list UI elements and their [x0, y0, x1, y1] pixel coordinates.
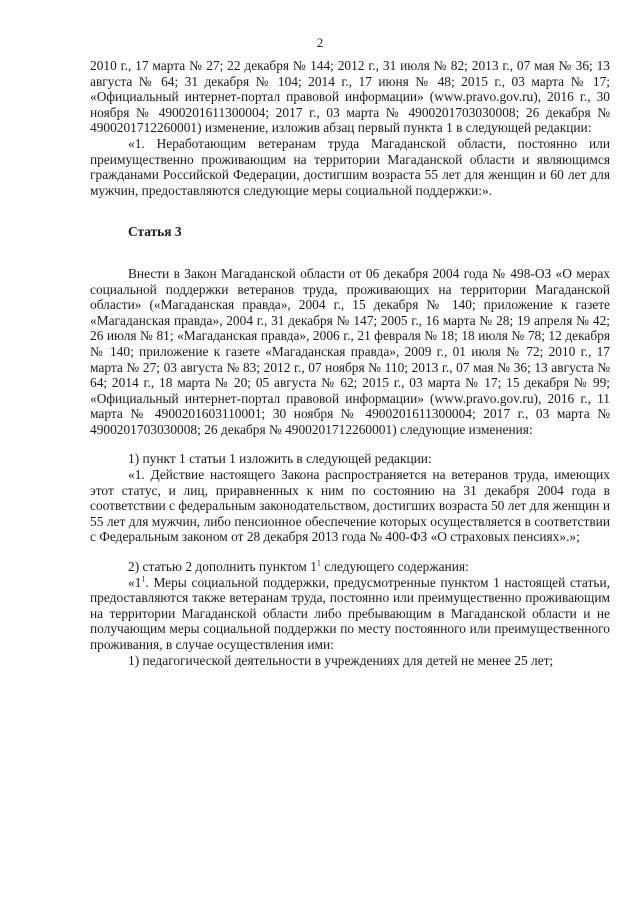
paragraph-subitem-1: 1) педагогической деятельности в учреждениях для детей не менее 25 лет;: [128, 652, 554, 668]
paragraph-item-2-text: «$1^1$. Меры социальной поддержки, предусмотренные пунктом 1 настоящей статьи, предоставляются также ветеранам труда, постоянно или преимущественно проживающим на территории Магаданской области либо пребывающим в Магаданской области и не получающим меры социальной поддержки по месту постоянного или преимущественного проживания, в случае осуществления ими:: [90, 574, 610, 652]
document-body: [90, 58, 610, 668]
paragraph-quoted-point-1: «1. Неработающим ветеранам труда Магаданской области, постоянно или преимущественно проживающим на территории Магаданской области и являющимся гражданами Российской Федерации, достигшим возраста 55 лет для женщин и 60 лет для мужчин, предоставляются следующие меры социальной поддержки:».: [90, 135, 610, 198]
paragraph-article-3-intro: Внести в Закон Магаданской области от 06 декабря 2004 года № 498-ОЗ «О мерах социальной поддержки ветеранов труда, проживающих на территории Магаданской области» («Магаданская правда», 2004 г., 15 декабря № 140; приложение к газете «Магаданская правда», 2004 г., 31 декабря № 147; 2005 г., 16 марта № 28; 19 апреля № 42; 26 июля № 81; «Магаданская правда», 2006 г., 21 февраля № 18; 18 июля № 78; 12 декабря № 140; приложение к газете «Магаданская правда», 2009 г., 01 июля № 72; 2010 г., 17 марта № 27; 03 августа № 83; 2012 г., 07 ноября № 110; 2013 г., 07 мая № 36; 13 августа № 64; 2014 г., 18 марта № 20; 05 августа № 62; 2015 г., 03 марта № 17; 15 декабря № 99; «Официальный интернет-портал правовой информации» (www.pravo.gov.ru), 2016 г., 11 марта № 4900201603110001; 30 ноября № 4900201611300004; 2017 г., 03 марта № 4900201703030008; 26 декабря № 4900201712260001) следующие изменения:: [90, 265, 610, 437]
paragraph-item-1-text: «1. Действие настоящего Закона распространяется на ветеранов труда, имеющих этот статус, и лиц, приравненных к ним по состоянию на 31 декабря 2004 года в соответствии с федеральным законодательством, достигших возраста 50 лет для женщин и 55 лет для мужчин, либо пенсионное обеспечение которых осуществляется в соответствии с Федеральным законом от 28 декабря 2013 года № 400-ФЗ «О страховых пенсиях».»;: [90, 467, 610, 545]
paragraph-item-1: 1) пункт 1 статьи 1 изложить в следующей редакции:: [128, 451, 432, 467]
page-number: 2: [316, 35, 324, 50]
paragraph-item-2: 2) статью 2 дополнить пунктом $1^1$ следующего содержания:: [128, 558, 469, 575]
article-3-heading: Статья 3: [128, 224, 182, 240]
paragraph-amendment-tail: 2010 г., 17 марта № 27; 22 декабря № 144; 2012 г., 31 июля № 82; 2013 г., 07 мая № 36; 13 августа № 64; 31 декабря № 104; 2014 г., 17 июня № 48; 2015 г., 03 марта № 17; «Официальный интернет-портал правовой информации» (www.pravo.gov.ru), 2016 г., 30 ноября № 4900201611300004; 2017 г., 03 марта № 4900201703030008; 26 декабря № 4900201712260001) изменение, изложив абзац первый пункта 1 в следующей редакции:: [90, 58, 610, 136]
